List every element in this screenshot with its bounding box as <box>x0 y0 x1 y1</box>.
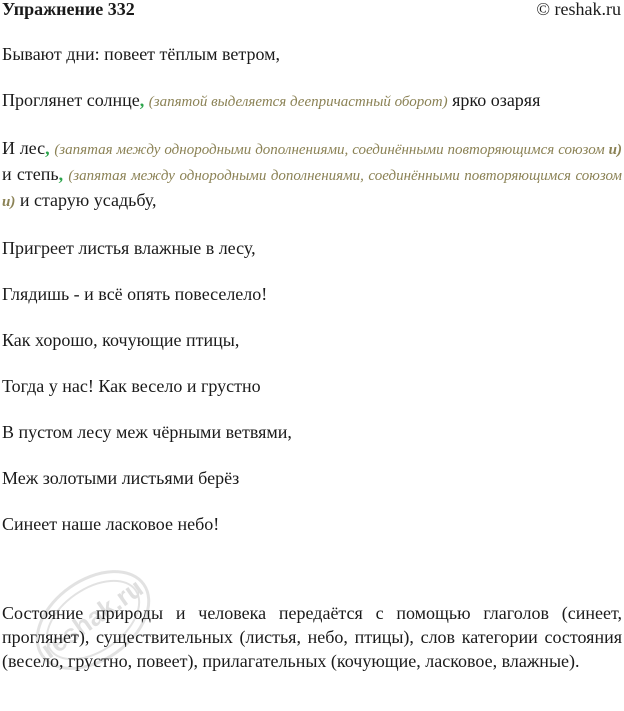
poem-line-1: Бывают дни: повеет тёплым ветром, <box>2 44 281 64</box>
line-3-note-2-text: (запятая между однородными дополнениями, соединёнными повторяющимся союзом <box>68 168 622 184</box>
line-3-note-1-conj: и) <box>608 142 623 158</box>
watermark-text: reshak.ru <box>35 572 149 665</box>
exercise-text <box>2 42 622 536</box>
line-3-note-1 <box>54 142 622 158</box>
line-2-comma: , <box>139 90 145 110</box>
poem-line-9: Меж золотыми листьями берёз <box>2 468 240 488</box>
poem-line-3 <box>2 136 622 214</box>
poem-line-5: Глядишь - и всё опять повеселело! <box>2 284 268 304</box>
line-3-text-a: И лес <box>2 138 46 158</box>
line-2-note: (запятой выделяется деепричастный оборот) <box>148 94 448 110</box>
line-3-comma-2: , <box>58 164 64 184</box>
page-header <box>0 0 624 22</box>
conclusion-paragraph: Состояние природы и человека передаётся с помощью глаголов (синеет, проглянет), существительных (листья, небо, птицы), слов категории состояния (весело, грустно, повеет), прилагательных (кочующие, ласковое, влажные). <box>2 603 622 671</box>
poem-line-10: Синеет наше ласковое небо! <box>2 514 220 534</box>
line-3-note-2-conj: и) <box>2 194 16 210</box>
line-2-text-a: Проглянет солнце <box>2 90 140 110</box>
poem-line-4: Пригреет листья влажные в лесу, <box>2 238 256 258</box>
poem-line-6: Как хорошо, кочующие птицы, <box>2 330 240 350</box>
poem-line-7: Тогда у нас! Как весело и грустно <box>2 376 261 396</box>
line-3-note-1-text: (запятая между однородными дополнениями, соединёнными повторяющимся союзом <box>54 142 605 158</box>
exercise-title: Упражнение 332 <box>2 0 135 19</box>
line-2-text-b: ярко озаряя <box>452 90 541 110</box>
line-3-comma-1: , <box>45 138 50 158</box>
line-3-text-c: и старую усадьбу, <box>19 190 157 210</box>
site-credit[interactable]: © reshak.ru <box>536 0 621 19</box>
poem-line-8: В пустом лесу меж чёрными ветвями, <box>2 422 292 442</box>
line-3-text-b: и степь <box>2 164 59 184</box>
poem-line-2 <box>2 88 622 114</box>
